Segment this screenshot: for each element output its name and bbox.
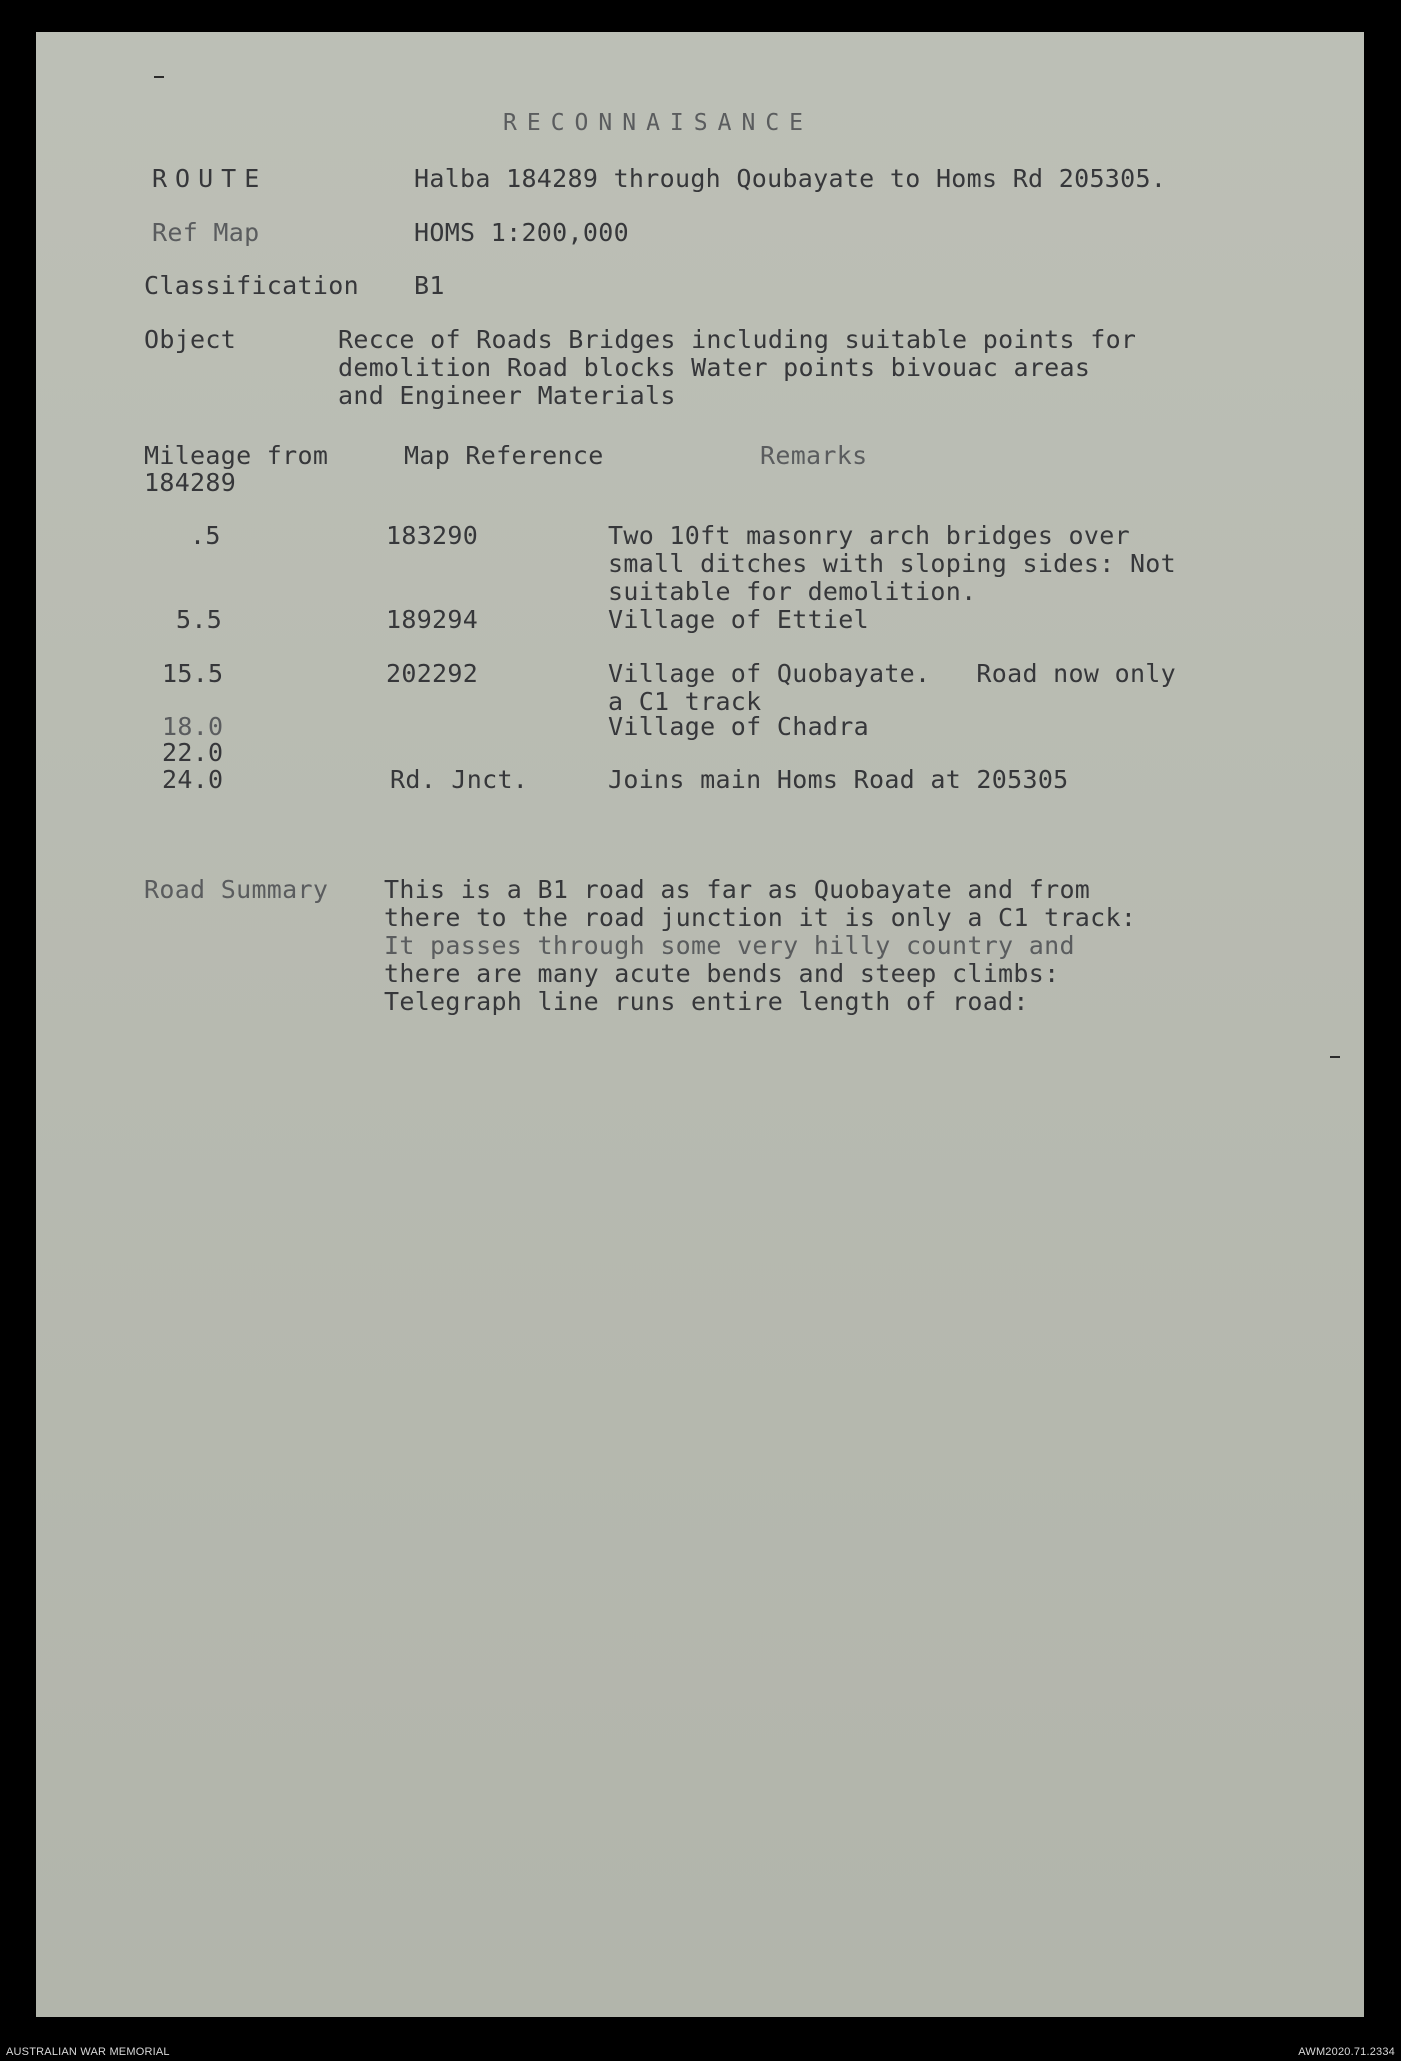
road-summary-line: there to the road junction it is only a C1 track: [384,903,1137,932]
row-remarks: a C1 track [608,687,762,716]
road-summary-line: This is a B1 road as far as Quobayate and from [384,875,1091,904]
row-map-ref: 183290 [386,521,479,550]
object-line: and Engineer Materials [338,381,676,410]
ink-mark [154,76,164,78]
road-summary-line: It passes through some very hilly country and [384,931,1075,960]
road-summary-line: Telegraph line runs entire length of road: [384,987,1029,1016]
footer-accession-number: AWM2020.71.2334 [1298,2046,1395,2058]
object-line: Recce of Roads Bridges including suitable points for [338,325,1137,354]
classification-value: B1 [414,271,445,300]
ink-mark [1330,1056,1340,1058]
row-remarks: Village of Chadra [608,712,869,741]
classification-label: Classification [144,271,359,300]
row-mileage: 15.5 [162,659,224,688]
header-map-reference: Map Reference [404,441,604,470]
row-remarks: small ditches with sloping sides: Not [608,549,1176,578]
header-remarks: Remarks [760,441,868,470]
road-summary-line: there are many acute bends and steep climbs: [384,959,1060,988]
header-mileage: Mileage from [144,441,329,470]
row-remarks: Two 10ft masonry arch bridges over [608,521,1130,550]
document-page [36,32,1364,2017]
object-line: demolition Road blocks Water points bivouac areas [338,353,1091,382]
road-summary-label: Road Summary [144,875,329,904]
row-map-ref: 202292 [386,659,479,688]
row-map-ref: 189294 [386,605,479,634]
row-remarks: Village of Quobayate. Road now only [608,659,1176,688]
footer-archive-name: AUSTRALIAN WAR MEMORIAL [6,2046,170,2058]
row-mileage: 24.0 [162,765,224,794]
header-mileage-origin: 184289 [144,468,237,497]
document-title: RECONNAISANCE [503,110,814,136]
row-mileage: .5 [190,521,221,550]
row-remarks: suitable for demolition. [608,577,977,606]
row-map-ref: Rd. Jnct. [390,765,529,794]
object-label: Object [144,325,237,354]
row-mileage: 18.0 [162,712,224,741]
row-remarks: Joins main Homs Road at 205305 [608,765,1069,794]
route-value: Halba 184289 through Qoubayate to Homs Rd 205305. [414,164,1167,193]
ref-map-label: Ref Map [152,218,260,247]
row-remarks: Village of Ettiel [608,605,869,634]
ref-map-value: HOMS 1:200,000 [414,218,629,247]
route-label: ROUTE [152,164,268,193]
row-mileage: 22.0 [162,738,224,767]
row-mileage: 5.5 [176,605,223,634]
